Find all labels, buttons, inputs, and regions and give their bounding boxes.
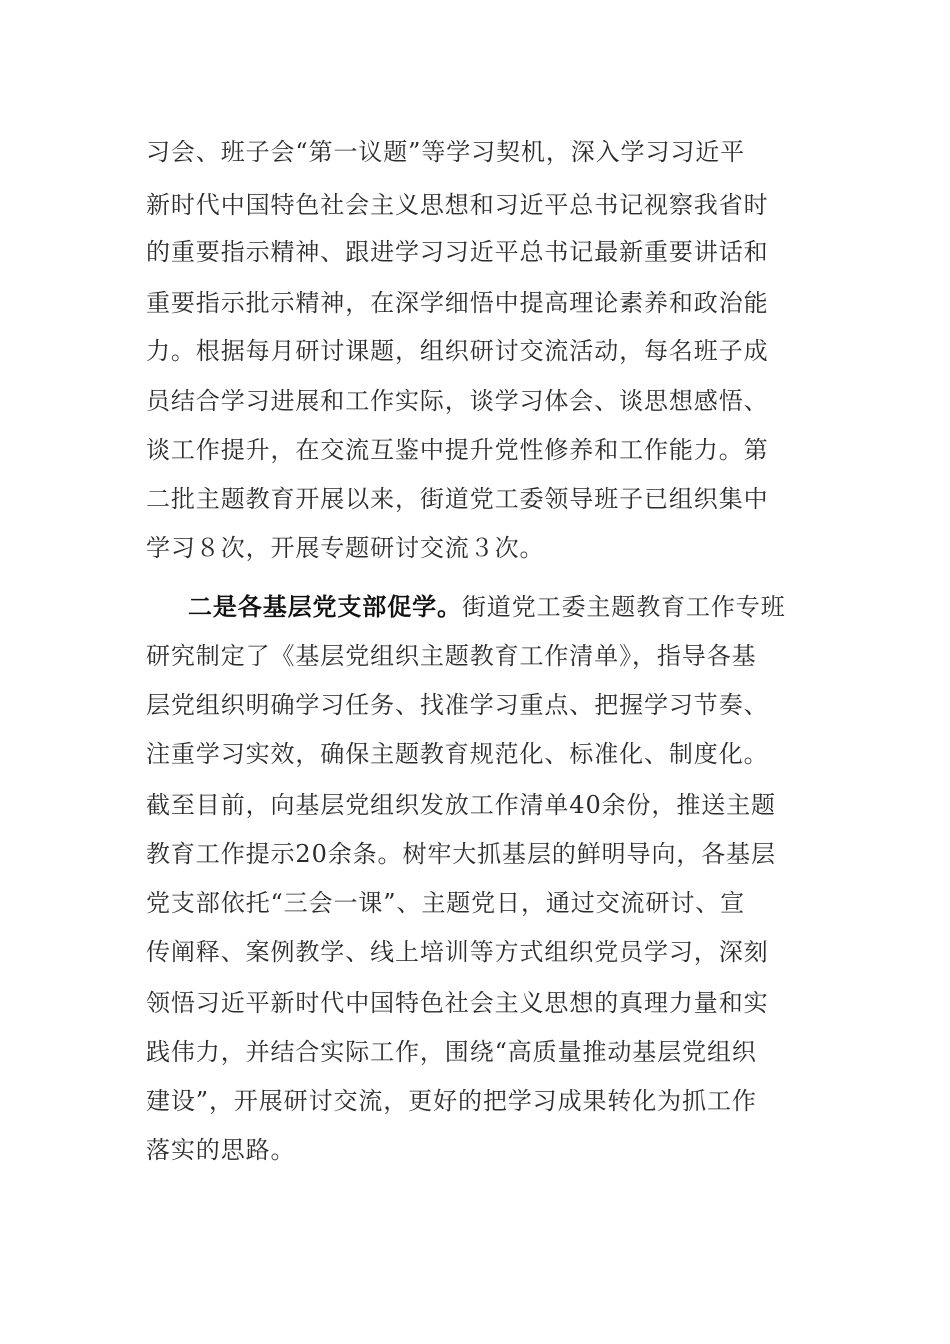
paragraph-line: 落实的思路。	[146, 1136, 296, 1164]
paragraph-line: 领悟习近平新时代中国特色社会主义思想的真理力量和实	[146, 989, 769, 1017]
paragraph-line: 注重学习实效，确保主题教育规范化、标准化、制度化。	[146, 740, 769, 768]
paragraph-line: 层党组织明确学习任务、找准学习重点、把握学习节奏、	[146, 691, 769, 719]
paragraph-line: 研究制定了《基层党组织主题教育工作清单》，指导各基	[146, 642, 757, 670]
paragraph-line: 员结合学习进展和工作实际，谈学习体会、谈思想感悟、	[146, 387, 769, 415]
paragraph-line: 习会、班子会“第一议题”等学习契机，深入学习习近平	[146, 138, 746, 166]
paragraph-line: 践伟力，并结合实际工作，围绕“高质量推动基层党组织	[146, 1038, 757, 1066]
paragraph-line: 建设”，开展研讨交流，更好的把学习成果转化为抓工作	[146, 1087, 757, 1115]
paragraph-line: 新时代中国特色社会主义思想和习近平总书记视察我省时	[146, 191, 769, 219]
paragraph-line: 学习８次，开展专题研讨交流３次。	[146, 534, 545, 562]
paragraph-line: 重要指示批示精神，在深学细悟中提高理论素养和政治能	[146, 289, 769, 317]
paragraph-line: 二批主题教育开展以来，街道党工委领导班子已组织集中	[146, 485, 769, 513]
paragraph-lead-heading: 二是各基层党支部促学。	[188, 592, 462, 621]
paragraph-first-line	[188, 592, 786, 622]
paragraph-line: 党支部依托“三会一课”、主题党日，通过交流研讨、宣	[146, 889, 746, 917]
paragraph-line: 力。根据每月研讨课题，组织研讨交流活动，每名班子成	[146, 337, 769, 365]
paragraph-line: 传阐释、案例教学、线上培训等方式组织党员学习，深刻	[146, 938, 769, 966]
paragraph-line: 的重要指示精神、跟进学习习近平总书记最新重要讲话和	[146, 238, 769, 266]
paragraph-line-text: 街道党工委主题教育工作专班	[461, 593, 786, 621]
paragraph-line: 截至目前，向基层党组织发放工作清单40余份，推送主题	[146, 791, 776, 819]
paragraph-line: 教育工作提示20余条。树牢大抓基层的鲜明导向，各基层	[146, 840, 776, 868]
paragraph-line: 谈工作提升，在交流互鉴中提升党性修养和工作能力。第	[146, 436, 769, 464]
